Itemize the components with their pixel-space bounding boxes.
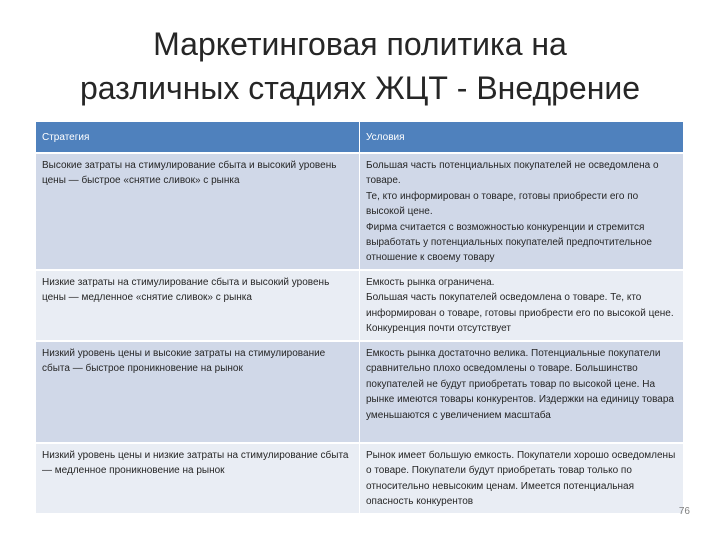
strategy-cell: Низкий уровень цены и высокие затраты на стимулирование сбыта — быстрое проникновение на рынок [36, 340, 360, 442]
condition-text: Большая часть потенциальных покупателей не осведомлена о товаре. [366, 160, 659, 187]
strategy-cell: Высокие затраты на стимулирование сбыта и высокий уровень цены — быстрое «снятие сливок» с рынка [36, 152, 360, 269]
slide-title-line-2: различных стадиях ЖЦТ - Внедрение [79, 70, 641, 106]
conditions-cell [360, 152, 684, 269]
header-strategy: Стратегия [36, 122, 360, 152]
table-header-row [36, 122, 684, 152]
strategy-cell: Низкий уровень цены и низкие затраты на стимулирование сбыта — медленное проникновение на рынок [36, 442, 360, 513]
conditions-cell [360, 340, 684, 442]
condition-text: Фирма считается с возможностью конкуренции и стремится выработать у потенциальных покупателей предпочтительное отношение к своему товару [366, 221, 652, 264]
page-number: 76 [678, 506, 690, 517]
condition-text: Емкость рынка ограничена. [366, 277, 495, 288]
slide-title-line-1: Маркетинговая политика на [153, 26, 567, 62]
strategy-cell: Низкие затраты на стимулирование сбыта и высокий уровень цены — медленное «снятие сливок» с рынка [36, 269, 360, 340]
condition-text: Рынок имеет большую емкость. Покупатели хорошо осведомлены о товаре. Покупатели будут приобретать товар только по относительно невысоким ценам. Имеется потенциальная опасность конкурентов [366, 450, 676, 508]
table-row [36, 442, 684, 513]
table-row [36, 152, 684, 269]
condition-text: Те, кто информирован о товаре, готовы приобрести его по высокой цене. [366, 190, 639, 218]
condition-text: Большая часть покупателей осведомлена о товаре. Те, кто информирован о товаре, готовы приобрести его по высокой цене. Конкуренция почти отсутствует [366, 292, 674, 335]
table-row [36, 269, 684, 340]
conditions-cell [360, 442, 684, 513]
condition-text: Емкость рынка достаточно велика. Потенциальные покупатели сравнительно плохо осведомлены о товаре. Большинство покупателей не будут приобретать товар по высокой цене. На рынке имеются товары конкурентов. Издержки на единицу товара уменьшаются с увеличением масштаба [366, 348, 674, 421]
slide-title [20, 22, 700, 110]
table-row [36, 340, 684, 442]
strategy-table [36, 122, 684, 513]
conditions-cell [360, 269, 684, 340]
header-conditions: Условия [360, 122, 684, 152]
